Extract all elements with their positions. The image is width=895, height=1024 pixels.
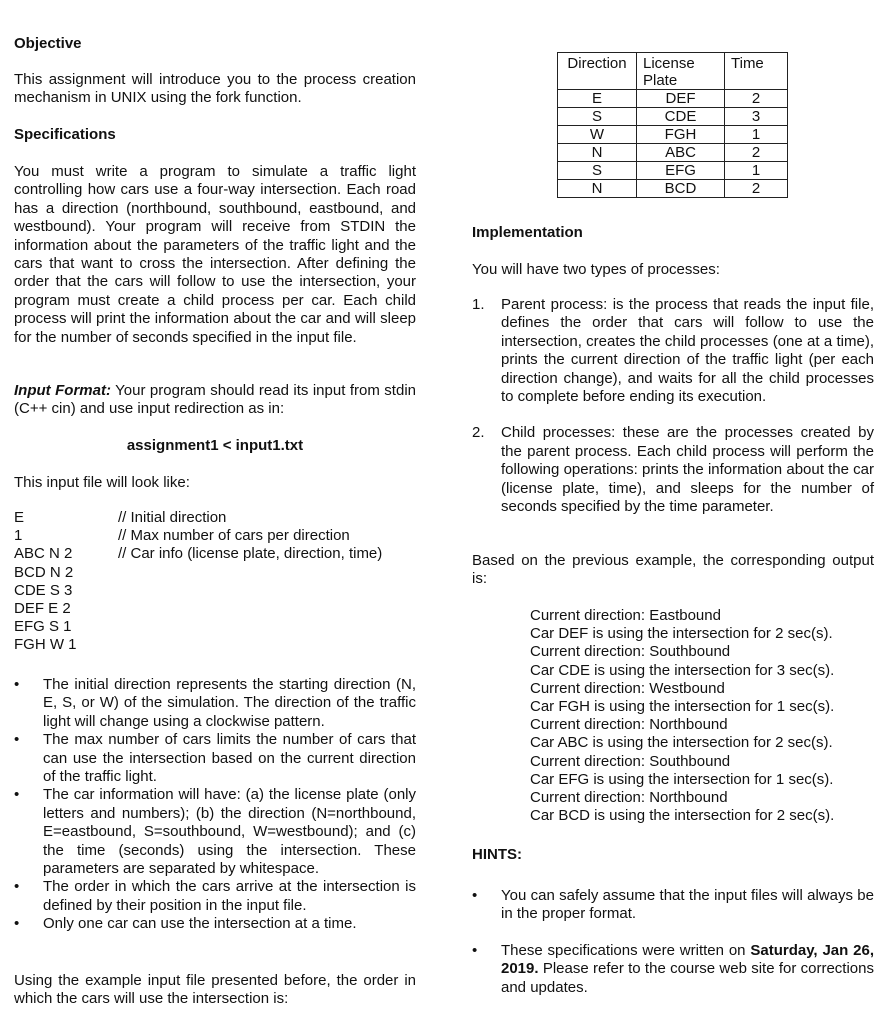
table-row xyxy=(558,108,788,126)
cell-time: 2 xyxy=(725,90,788,108)
input-line xyxy=(14,582,424,600)
implementation-heading: Implementation xyxy=(472,224,583,241)
list-text: Parent process: is the process that reads the input file, defines the order that cars will follow to use the intersection, creates the child processes (one at a time), prints the current direction of the traffic light (per each direction change), and waits for all the child processes to complete before ending its execution. xyxy=(501,296,874,406)
input-format-paragraph xyxy=(14,382,416,419)
input-intro: This input file will look like: xyxy=(14,474,190,491)
input-comment: // Max number of cars per direction xyxy=(118,527,350,545)
list-item: • Only one car can use the intersection at a time. xyxy=(14,915,416,933)
output-line: Current direction: Northbound xyxy=(530,789,728,807)
list-item xyxy=(472,424,874,516)
cell-plate: BCD xyxy=(637,180,725,198)
objective-text: This assignment will introduce you to the process creation mechanism in UNIX using the fork function. xyxy=(14,71,416,107)
cell-time: 1 xyxy=(725,126,788,144)
output-line: Car CDE is using the intersection for 3 sec(s). xyxy=(530,661,835,679)
list-item: • The max number of cars limits the number of cars that can use the intersection based on the current direction of the traffic light. xyxy=(14,731,416,786)
cell-direction: N xyxy=(558,144,637,162)
process-list xyxy=(472,296,874,516)
cell-plate: CDE xyxy=(637,108,725,126)
input-value: ABC N 2 xyxy=(14,545,73,563)
input-comment: // Car info (license plate, direction, time) xyxy=(118,545,383,563)
list-number: 2. xyxy=(472,424,485,442)
input-value: FGH W 1 xyxy=(14,636,77,654)
input-value: BCD N 2 xyxy=(14,563,74,581)
list-text: Child processes: these are the processes created by the parent process. Each child process will perform the following operations: prints the information about the car (license plate, time), and sleeps for the number of seconds specified by the time parameter. xyxy=(501,424,874,516)
input-line xyxy=(14,618,424,636)
table-header-row xyxy=(558,53,788,90)
output-line: Current direction: Eastbound xyxy=(530,607,721,624)
cell-plate: FGH xyxy=(637,126,725,144)
input-line xyxy=(14,545,424,563)
list-item: • The initial direction represents the starting direction (N, E, S, or W) of the simulation. The direction of the traffic light will change using a clockwise pattern. xyxy=(14,676,416,731)
cell-time: 3 xyxy=(725,108,788,126)
specifications-heading: Specifications xyxy=(14,126,116,143)
output-line: Car FGH is using the intersection for 1 sec(s). xyxy=(530,698,835,716)
list-item: • You can safely assume that the input files will always be in the proper format. xyxy=(472,887,874,924)
header-license-plate: License Plate xyxy=(637,53,725,90)
command-line: assignment1 < input1.txt xyxy=(126,437,304,454)
output-line: Current direction: Southbound xyxy=(530,752,731,770)
specifications-text: You must write a program to simulate a traffic light controlling how cars use a four-way intersection. Each road has a direction (northbound, southbound, eastbound, and westbound). Your program will receive from STDIN the information about the parameters of the traffic light and the cars that want to cross the intersection. After defining the order that the cars will follow to use the intersection, your program must create a child process per car. Each child process will print the information about the car and will sleep for the number of seconds specified in the input file. xyxy=(14,163,416,346)
cell-direction: S xyxy=(558,108,637,126)
input-line xyxy=(14,600,424,618)
cell-direction: N xyxy=(558,180,637,198)
input-value: 1 xyxy=(14,527,23,545)
output-line: Car ABC is using the intersection for 2 sec(s). xyxy=(530,734,833,752)
header-direction: Direction xyxy=(558,53,637,90)
input-comment: // Initial direction xyxy=(118,509,227,526)
input-line xyxy=(14,636,424,654)
input-line xyxy=(14,509,424,527)
input-value: CDE S 3 xyxy=(14,581,73,599)
list-item xyxy=(472,942,874,997)
output-example xyxy=(530,607,834,825)
output-line: Car EFG is using the intersection for 1 sec(s). xyxy=(530,770,834,788)
order-table xyxy=(557,52,788,198)
hint-text: Please refer to the course web site for corrections and updates. xyxy=(501,960,874,996)
input-line xyxy=(14,527,424,545)
input-format-text: Your program should read its input from stdin (C++ cin) and use input redirection as in: xyxy=(14,382,416,418)
table-row xyxy=(558,144,788,162)
input-value: EFG S 1 xyxy=(14,618,72,636)
cell-direction: E xyxy=(558,90,637,108)
output-line: Current direction: Westbound xyxy=(530,679,725,697)
output-line: Current direction: Southbound xyxy=(530,643,731,661)
table-row xyxy=(558,126,788,144)
list-item: • The car information will have: (a) the license plate (only letters and numbers); (b) the direction (N=northbound, E=eastbound, S=southbound, W=westbound); and (c) the time (seconds) using the intersection. These parameters are separated by whitespace. xyxy=(14,786,416,878)
cell-plate: DEF xyxy=(637,90,725,108)
cell-time: 2 xyxy=(725,180,788,198)
table-row xyxy=(558,180,788,198)
output-line: Car DEF is using the intersection for 2 sec(s). xyxy=(530,625,833,643)
output-line: Car BCD is using the intersection for 2 sec(s). xyxy=(530,807,835,825)
input-value: DEF E 2 xyxy=(14,600,71,618)
implementation-intro: You will have two types of processes: xyxy=(472,261,720,278)
cell-plate: EFG xyxy=(637,162,725,180)
input-line xyxy=(14,564,424,582)
header-time: Time xyxy=(725,53,788,90)
hints-heading: HINTS: xyxy=(472,846,522,863)
cell-time: 2 xyxy=(725,144,788,162)
cell-direction: S xyxy=(558,162,637,180)
hint-date: Saturday, Jan 26, 2019. xyxy=(501,941,874,978)
input-format-label: Input Format: xyxy=(14,382,111,399)
list-item xyxy=(472,296,874,406)
list-item: • The order in which the cars arrive at the intersection is defined by their position in the input file. xyxy=(14,878,416,915)
list-number: 1. xyxy=(472,296,485,313)
table-row xyxy=(558,162,788,180)
hint-text: These specifications were written on xyxy=(501,941,751,959)
rules-list xyxy=(14,676,416,934)
closing-text: Using the example input file presented before, the order in which the cars will use the intersection is: xyxy=(14,972,416,1008)
input-value: E xyxy=(14,509,25,526)
objective-heading: Objective xyxy=(14,35,82,52)
table-row xyxy=(558,90,788,108)
cell-time: 1 xyxy=(725,162,788,180)
output-intro: Based on the previous example, the corresponding output is: xyxy=(472,552,874,588)
hints-list xyxy=(472,887,874,1015)
cell-plate: ABC xyxy=(637,144,725,162)
output-line: Current direction: Northbound xyxy=(530,716,728,734)
cell-direction: W xyxy=(558,126,637,144)
input-example xyxy=(14,509,424,655)
